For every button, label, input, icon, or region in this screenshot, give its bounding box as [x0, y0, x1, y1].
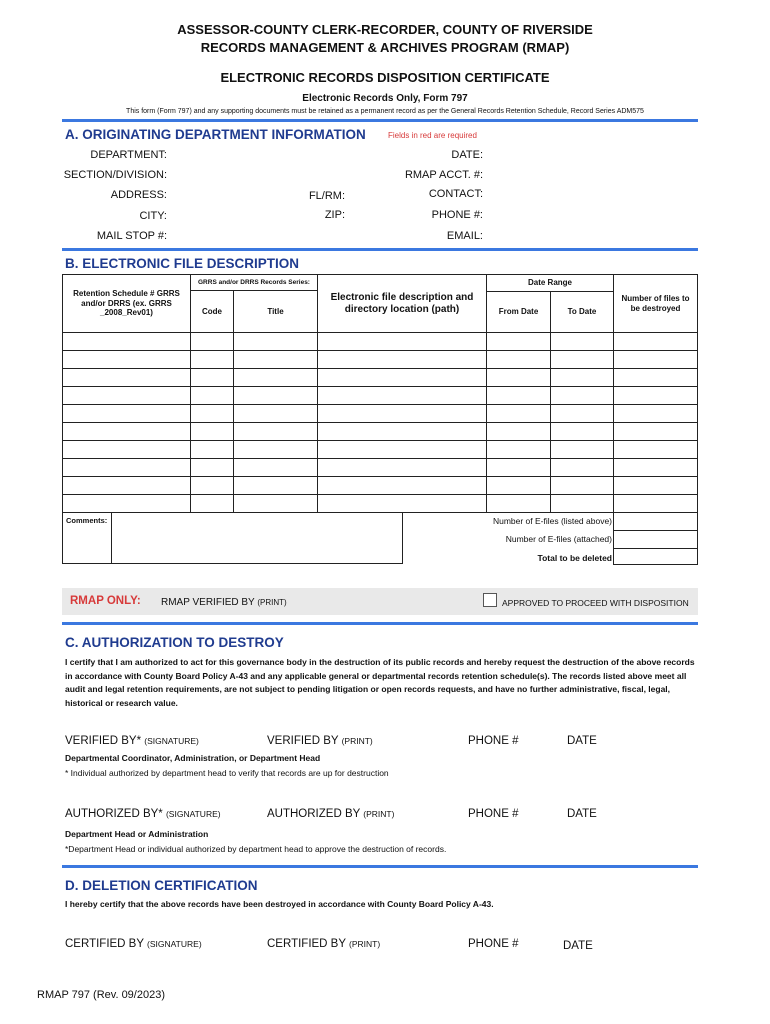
table-cell[interactable]	[486, 404, 551, 423]
section-divider	[62, 622, 698, 625]
city-label: CITY:	[139, 210, 167, 222]
dept-head-label: Department Head or Administration	[65, 829, 209, 839]
table-cell[interactable]	[550, 404, 614, 423]
to-date-header: To Date	[550, 291, 614, 333]
print-tag: (PRINT)	[349, 939, 381, 949]
rmap-acct-label: RMAP ACCT. #:	[404, 169, 483, 181]
date-range-header: Date Range	[486, 274, 614, 292]
table-cell[interactable]	[486, 368, 551, 387]
table-cell[interactable]	[190, 404, 234, 423]
total-label: Total to be deleted	[537, 553, 612, 563]
table-cell[interactable]	[317, 494, 487, 513]
table-cell[interactable]	[317, 476, 487, 495]
table-cell[interactable]	[550, 332, 614, 351]
approve-note: *Department Head or individual authorized by department head to approve the destruction of records.	[65, 844, 447, 854]
authorized-print-label	[267, 808, 394, 820]
table-cell[interactable]	[233, 440, 318, 459]
authorized-phone-label: PHONE #	[468, 808, 519, 820]
mail-stop-label: MAIL STOP #:	[96, 230, 167, 242]
total-input[interactable]	[613, 548, 698, 565]
certified-signature-label	[65, 938, 202, 950]
code-header: Code	[190, 290, 234, 333]
table-cell[interactable]	[190, 368, 234, 387]
table-cell[interactable]	[613, 476, 698, 495]
efiles-listed-label: Number of E-files (listed above)	[492, 516, 612, 526]
signature-tag: (SIGNATURE)	[165, 809, 221, 819]
table-cell[interactable]	[486, 440, 551, 459]
deletion-paragraph: I hereby certify that the above records have been destroyed in accordance with County Board Policy A-43.	[65, 899, 494, 909]
table-cell[interactable]	[550, 458, 614, 477]
address-label: ADDRESS:	[110, 189, 167, 201]
certified-print-text: CERTIFIED BY	[267, 938, 346, 950]
section-division-label: SECTION/DIVISION:	[63, 169, 167, 181]
table-cell[interactable]	[317, 332, 487, 351]
retention-schedule-header: Retention Schedule # GRRS and/or DRRS (ex. GRRS _2008_Rev01)	[62, 274, 191, 333]
verified-print-text: VERIFIED BY	[267, 735, 339, 747]
table-cell[interactable]	[486, 458, 551, 477]
verified-phone-label: PHONE #	[468, 735, 519, 747]
table-cell[interactable]	[233, 368, 318, 387]
signature-tag: (SIGNATURE)	[144, 736, 199, 746]
verified-sig-text: VERIFIED BY*	[65, 735, 142, 747]
print-tag: (PRINT)	[363, 809, 395, 819]
zip-label: ZIP:	[324, 209, 345, 221]
table-cell[interactable]	[317, 350, 487, 369]
verified-signature-label	[65, 735, 199, 747]
section-divider	[62, 865, 698, 868]
comments-label-cell	[62, 512, 112, 564]
table-cell[interactable]	[190, 476, 234, 495]
table-cell[interactable]	[233, 476, 318, 495]
table-cell[interactable]	[486, 494, 551, 513]
efiles-attached-input[interactable]	[613, 530, 698, 549]
section-b-title: B. ELECTRONIC FILE DESCRIPTION	[65, 256, 300, 271]
required-note: Fields in red are required	[388, 131, 477, 140]
contact-label: CONTACT:	[428, 188, 483, 200]
table-cell[interactable]	[317, 440, 487, 459]
efiles-listed-input[interactable]	[613, 512, 698, 531]
phone-label: PHONE #:	[431, 209, 483, 221]
table-cell[interactable]	[190, 386, 234, 405]
authorized-date-label: DATE	[567, 808, 597, 820]
table-cell[interactable]	[550, 350, 614, 369]
rmap-only-label: RMAP ONLY:	[70, 595, 141, 607]
from-date-header: From Date	[486, 291, 551, 333]
table-cell[interactable]	[613, 368, 698, 387]
table-cell[interactable]	[613, 422, 698, 441]
header-line-1: ASSESSOR-COUNTY CLERK-RECORDER, COUNTY OF RIVERSIDE	[177, 22, 593, 37]
coordinator-label: Departmental Coordinator, Administration, or Department Head	[65, 753, 321, 763]
form-revision: RMAP 797 (Rev. 09/2023)	[37, 989, 165, 1001]
table-cell[interactable]	[317, 386, 487, 405]
table-cell[interactable]	[550, 368, 614, 387]
table-cell[interactable]	[190, 350, 234, 369]
section-d-title: D. DELETION CERTIFICATION	[65, 878, 258, 893]
table-cell[interactable]	[613, 440, 698, 459]
section-a-title: A. ORIGINATING DEPARTMENT INFORMATION	[65, 127, 366, 142]
section-divider	[62, 119, 698, 122]
authorized-print-text: AUTHORIZED BY	[267, 808, 361, 820]
number-of-files-header: Number of files to be destroyed	[613, 274, 698, 333]
comments-label: Comments:	[66, 516, 108, 525]
signature-tag: (SIGNATURE)	[147, 939, 202, 949]
table-cell[interactable]	[317, 422, 487, 441]
table-cell[interactable]	[550, 494, 614, 513]
table-cell[interactable]	[62, 386, 191, 405]
table-cell[interactable]	[486, 476, 551, 495]
table-cell[interactable]	[233, 458, 318, 477]
table-cell[interactable]	[550, 386, 614, 405]
table-cell[interactable]	[62, 404, 191, 423]
approved-label: APPROVED TO PROCEED WITH DISPOSITION	[502, 598, 689, 608]
table-cell[interactable]	[613, 350, 698, 369]
table-cell[interactable]	[233, 332, 318, 351]
section-c-title: C. AUTHORIZATION TO DESTROY	[65, 635, 284, 650]
authorized-sig-text: AUTHORIZED BY*	[65, 808, 163, 820]
table-cell[interactable]	[190, 332, 234, 351]
table-cell[interactable]	[613, 404, 698, 423]
table-cell[interactable]	[550, 422, 614, 441]
table-cell[interactable]	[190, 458, 234, 477]
table-cell[interactable]	[62, 422, 191, 441]
table-cell[interactable]	[190, 422, 234, 441]
table-cell[interactable]	[550, 476, 614, 495]
email-label: EMAIL:	[446, 230, 483, 242]
table-cell[interactable]	[62, 494, 191, 513]
verified-date-label: DATE	[567, 735, 597, 747]
efiles-attached-label: Number of E-files (attached)	[505, 534, 612, 544]
table-cell[interactable]	[62, 476, 191, 495]
certified-sig-text: CERTIFIED BY	[65, 938, 144, 950]
description-header: Electronic file description and directory location (path)	[317, 274, 487, 333]
table-cell[interactable]	[613, 494, 698, 513]
table-cell[interactable]	[613, 386, 698, 405]
table-cell[interactable]	[317, 404, 487, 423]
table-cell[interactable]	[233, 404, 318, 423]
certified-phone-label: PHONE #	[468, 938, 519, 950]
certified-print-label	[267, 938, 380, 950]
fl-rm-label: FL/RM:	[308, 190, 345, 202]
table-cell[interactable]	[233, 350, 318, 369]
department-label: DEPARTMENT:	[90, 149, 167, 161]
table-cell[interactable]	[233, 386, 318, 405]
retention-note: This form (Form 797) and any supporting documents must be retained as a permanent record as per the General Records Retention Schedule, Record Series ADM575	[126, 108, 644, 115]
table-cell[interactable]	[486, 386, 551, 405]
table-cell[interactable]	[317, 368, 487, 387]
table-cell[interactable]	[62, 332, 191, 351]
table-cell[interactable]	[62, 458, 191, 477]
print-tag: (PRINT)	[341, 736, 373, 746]
date-label: DATE:	[451, 149, 483, 161]
approved-checkbox[interactable]	[483, 593, 497, 607]
table-cell[interactable]	[62, 368, 191, 387]
table-cell[interactable]	[317, 458, 487, 477]
form-subtitle: Electronic Records Only, Form 797	[302, 93, 468, 104]
rmap-verified-label	[161, 597, 287, 608]
comments-input[interactable]	[111, 512, 403, 564]
table-cell[interactable]	[190, 440, 234, 459]
table-cell[interactable]	[486, 422, 551, 441]
header-line-2: RECORDS MANAGEMENT & ARCHIVES PROGRAM (RMAP)	[200, 40, 570, 55]
form-title: ELECTRONIC RECORDS DISPOSITION CERTIFICATE	[220, 70, 550, 85]
verify-note: * Individual authorized by department head to verify that records are up for destruction	[65, 768, 389, 778]
table-cell[interactable]	[62, 440, 191, 459]
table-cell[interactable]	[233, 494, 318, 513]
authorized-signature-label	[65, 808, 221, 820]
table-cell[interactable]	[486, 332, 551, 351]
records-series-header: GRRS and/or DRRS Records Series:	[190, 274, 318, 290]
table-cell[interactable]	[550, 440, 614, 459]
certified-date-label: DATE	[563, 940, 593, 952]
rmap-print-tag: (PRINT)	[257, 598, 287, 607]
table-cell[interactable]	[613, 332, 698, 351]
authorization-paragraph: I certify that I am authorized to act for this governance body in the destruction of its public records and hereby request the destruction of the above records in accordance with County Board Policy A-43 and any applicable general or departmental records retention schedule(s). The records listed above meet all audit and legal retention requirements, are not subject to pending litigation or open records requests, and have no further administrative, fiscal, legal, historical or research value.	[65, 657, 695, 708]
section-divider	[62, 248, 698, 251]
table-cell[interactable]	[62, 350, 191, 369]
table-cell[interactable]	[613, 458, 698, 477]
table-cell[interactable]	[486, 350, 551, 369]
table-cell[interactable]	[190, 494, 234, 513]
title-header: Title	[233, 290, 318, 333]
verified-print-label	[267, 735, 373, 747]
table-cell[interactable]	[233, 422, 318, 441]
rmap-verified-text: RMAP VERIFIED BY	[161, 597, 255, 608]
